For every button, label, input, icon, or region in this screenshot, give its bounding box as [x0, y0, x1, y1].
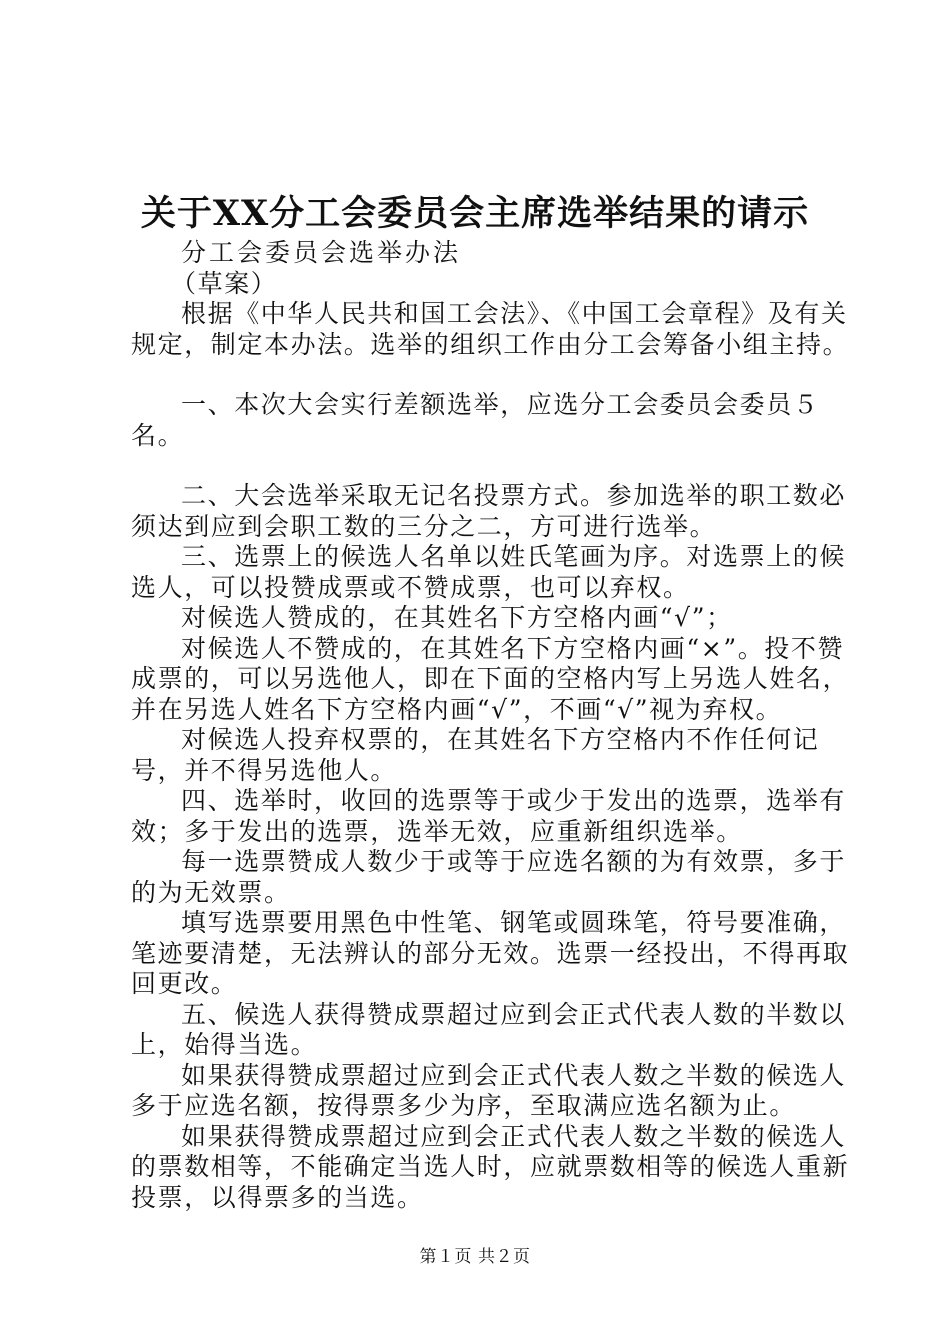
document-title: 关于XX分工会委员会主席选举结果的请示: [140, 193, 810, 234]
paragraph-clause-3: 三、选票上的候选人名单以姓氏笔画为序。对选票上的候选人，可以投赞成票或不赞成票，也可以弃权。: [131, 542, 847, 602]
paragraph-clause-2: 二、大会选举采取无记名投票方式。参加选举的职工数必须达到应到会职工数的三分之二，方可进行选举。: [131, 481, 847, 541]
document-body: [131, 238, 851, 1213]
draft-label: （草案）: [171, 268, 278, 298]
paragraph-abstain: 对候选人投弃权票的，在其姓名下方空格内不作任何记号，并不得另选他人。: [131, 725, 820, 785]
paragraph-clause-1: 一、本次大会实行差额选举，应选分工会委员会委员５名。: [131, 390, 820, 450]
document-subtitle: 分工会委员会选举办法: [181, 238, 462, 267]
paragraph-clause-5: 五、候选人获得赞成票超过应到会正式代表人数的半数以上，始得当选。: [131, 999, 847, 1059]
paragraph-valid-ballot: 每一选票赞成人数少于或等于应选名额的为有效票，多于的为无效票。: [131, 847, 847, 907]
page-number: 第１页 共２页: [419, 1247, 531, 1267]
paragraph-tie-votes: 如果获得赞成票超过应到会正式代表人数之半数的候选人的票数相等，不能确定当选人时，应就票数相等的候选人重新投票，以得票多的当选。: [131, 1121, 850, 1212]
paragraph-excess-candidates: 如果获得赞成票超过应到会正式代表人数之半数的候选人多于应选名额，按得票多少为序，至取满应选名额为止。: [131, 1060, 847, 1120]
paragraph-filling-rules: 填写选票要用黑色中性笔、钢笔或圆珠笔，符号要准确，笔迹要清楚，无法辨认的部分无效。选票一经投出，不得再取回更改。: [131, 908, 850, 998]
paragraph-clause-4: 四、选举时，收回的选票等于或少于发出的选票，选举有效；多于发出的选票，选举无效，应重新组织选举。: [131, 786, 847, 846]
paragraph-intro: 根据《中华人民共和国工会法》、《中国工会章程》及有关规定，制定本办法。选举的组织工作由分工会筹备小组主持。: [131, 299, 850, 359]
paragraph-disapprove-mark: 对候选人不赞成的，在其姓名下方空格内画“×”。投不赞成票的，可以另选他人，即在下面的空格内写上另选人姓名，并在另选人姓名下方空格内画“√”，不画“√”视为弃权。: [131, 633, 850, 724]
paragraph-approve-mark: 对候选人赞成的，在其姓名下方空格内画“√”；: [181, 603, 733, 632]
